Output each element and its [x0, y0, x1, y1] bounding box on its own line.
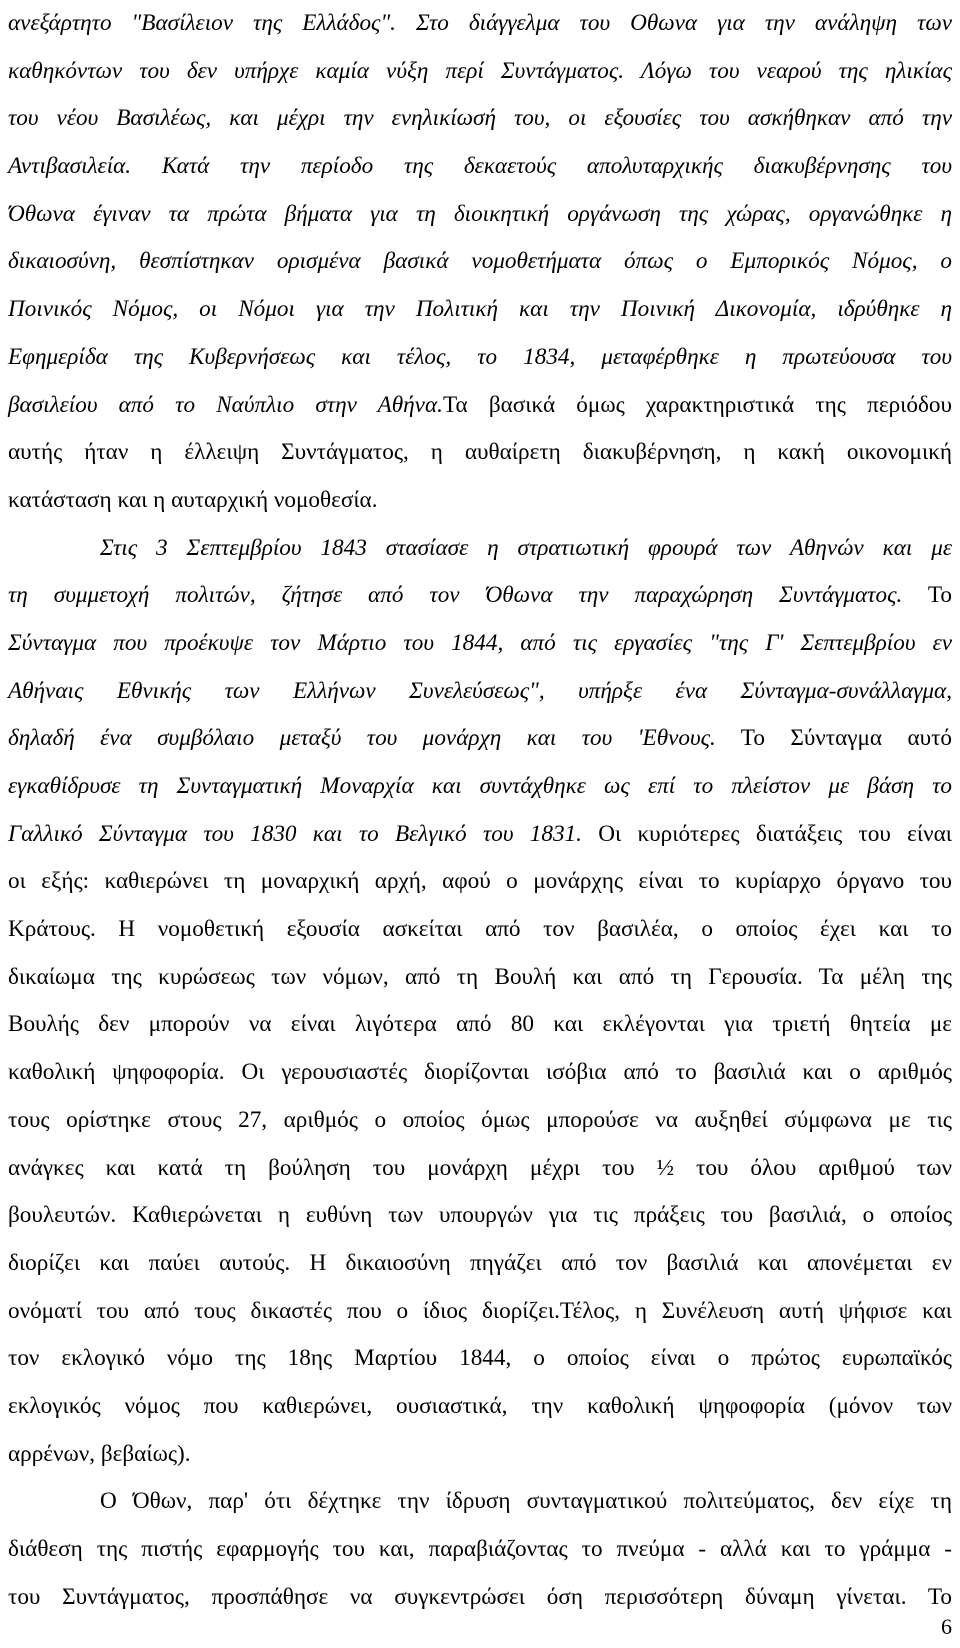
text-line — [8, 715, 952, 763]
text-segment: τον εκλογικό νόμο της 18ης Μαρτίου 1844, ο οποίος είναι ο πρώτος ευρωπαϊκός — [8, 1345, 952, 1372]
text-segment: του Συντάγματος, προσπάθησε να συγκεντρώσει όση περισσότερη δύναμη γίνεται. Το — [8, 1583, 952, 1610]
text-segment: ονόματί του από τους δικαστές που ο ίδιος διορίζει. — [8, 1297, 560, 1324]
text-segment: αυτής ήταν η έλλειψη Συντάγματος, η αυθαίρετη διακυβέρνηση, η κακή οικονομική — [8, 439, 952, 466]
text-line — [8, 1097, 952, 1145]
text-line — [8, 1001, 952, 1049]
text-line — [8, 811, 952, 859]
text-line — [8, 620, 952, 668]
text-segment: εκλογικός νόμος που καθιερώνει, ουσιαστικά, την καθολική ψηφοφορία (μόνον των — [8, 1392, 952, 1419]
text-line — [8, 1335, 952, 1383]
text-segment: Γαλλικό Σύνταγμα του 1830 και το Βελγικό του 1831. — [8, 820, 582, 847]
text-segment: Αντιβασιλεία. Κατά την περίοδο της δεκαετούς απολυταρχικής διακυβέρνησης του — [8, 153, 952, 180]
text-line — [8, 1478, 952, 1526]
text-line — [8, 95, 952, 143]
text-segment: Τα βασικά όμως χαρακτηριστικά της περιόδου — [442, 391, 952, 418]
text-segment: δικαιοσύνη, θεσπίστηκαν ορισμένα βασικά νομοθετήματα όπως ο Εμπορικός Νόμος, ο — [8, 248, 952, 275]
text-line — [8, 763, 952, 811]
text-line — [8, 238, 952, 286]
text-line — [8, 0, 952, 48]
text-segment: Οι κυριότερες διατάξεις του είναι — [581, 820, 952, 847]
text-line — [8, 906, 952, 954]
text-segment: τους ορίστηκε στους 27, αριθμός ο οποίος όμως μπορούσε να αυξηθεί σύμφωνα με τις — [8, 1106, 952, 1133]
text-segment: Ο Όθων, παρ' ότι δέχτηκε την ίδρυση συνταγματικού πολιτεύματος, δεν είχε τη — [100, 1488, 952, 1515]
text-line — [8, 1049, 952, 1097]
text-line — [8, 858, 952, 906]
text-line — [8, 954, 952, 1002]
text-segment: Εφημερίδα της Κυβερνήσεως και τέλος, το 1834, μεταφέρθηκε η πρωτεύουσα του — [8, 343, 952, 370]
text-segment: αρρένων, βεβαίως). — [8, 1440, 191, 1467]
text-segment: Τέλος, η Συνέλευση αυτή ψήφισε και — [559, 1297, 953, 1324]
text-segment: Όθωνα έγιναν τα πρώτα βήματα για τη διοικητική οργάνωση της χώρας, οργανώθηκε η — [8, 200, 952, 227]
text-line — [8, 1192, 952, 1240]
text-line — [8, 1240, 952, 1288]
page-number: 6 — [941, 1614, 952, 1639]
text-segment: βασιλείου από το Ναύπλιο στην Αθήνα. — [8, 391, 443, 418]
text-segment: ανάγκες και κατά τη βούληση του μονάρχη μέχρι του ½ του όλου αριθμού των — [8, 1154, 952, 1181]
text-line — [8, 429, 952, 477]
text-line — [8, 525, 952, 573]
text-line — [8, 382, 952, 430]
text-segment: Βουλής δεν μπορούν να είναι λιγότερα από 80 και εκλέγονται για τριετή θητεία με — [8, 1011, 952, 1038]
text-line — [8, 1288, 952, 1336]
text-segment: διορίζει και παύει αυτούς. Η δικαιοσύνη πηγάζει από τον βασιλιά και απονέμεται εν — [8, 1249, 952, 1276]
text-segment: εγκαθίδρυσε τη Συνταγματική Μοναρχία και συντάχθηκε ως επί το πλείστον με βάση το — [8, 773, 952, 799]
text-segment: δηλαδή ένα συμβόλαιο μεταξύ του μονάρχη και του 'Εθνους. — [8, 725, 716, 752]
text-line — [8, 1431, 952, 1479]
text-line — [8, 1574, 952, 1622]
text-line — [8, 668, 952, 716]
text-line — [8, 191, 952, 239]
text-segment: Σύνταγμα που προέκυψε τον Μάρτιο του 1844, από τις εργασίες "της Γ' Σεπτεμβρίου εν — [8, 629, 952, 656]
text-segment: ανεξάρτητο "Βασίλειον της Ελλάδος". Στο διάγγελμα του Οθωνα για την ανάληψη των — [8, 10, 952, 36]
text-segment: κατάσταση και η αυταρχική νομοθεσία. — [8, 486, 378, 513]
text-segment: οι εξής: καθιερώνει τη μοναρχική αρχή, αφού ο μονάρχης είναι το κυρίαρχο όργανο του — [8, 868, 952, 895]
text-line — [8, 334, 952, 382]
text-segment: Αθήναις Εθνικής των Ελλήνων Συνελεύσεως", υπήρξε ένα Σύνταγμα-συνάλλαγμα, — [8, 677, 952, 704]
body-text — [8, 0, 952, 1621]
text-line — [8, 143, 952, 191]
text-line — [8, 48, 952, 96]
text-line — [8, 286, 952, 334]
text-segment: τη συμμετοχή πολιτών, ζήτησε από τον Όθωνα την παραχώρηση Συντάγματος. — [8, 582, 903, 609]
text-line — [8, 1526, 952, 1574]
text-segment: δικαίωμα της κυρώσεως των νόμων, από τη Βουλή και από τη Γερουσία. Τα μέλη της — [8, 963, 952, 990]
text-segment: καθολική ψηφοφορία. Οι γερουσιαστές διορίζονται ισόβια από το βασιλιά και ο αριθμός — [8, 1059, 952, 1086]
text-segment: καθηκόντων του δεν υπήρχε καμία νύξη περί Συντάγματος. Λόγω του νεαρού της ηλικίας — [8, 57, 952, 84]
text-segment: Ποινικός Νόμος, οι Νόμοι για την Πολιτική και την Ποινική Δικονομία, ιδρύθηκε η — [8, 296, 952, 323]
text-segment: Το Σύνταγμα αυτό — [715, 725, 952, 752]
text-segment: διάθεση της πιστής εφαρμογής του και, παραβιάζοντας το πνεύμα - αλλά και το γράμμα - — [8, 1536, 952, 1562]
text-segment: Κράτους. Η νομοθετική εξουσία ασκείται από τον βασιλέα, ο οποίος έχει και το — [8, 916, 952, 943]
text-line — [8, 1145, 952, 1193]
text-segment: Στις 3 Σεπτεμβρίου 1843 στασίασε η στρατιωτική φρουρά των Αθηνών και με — [100, 534, 952, 561]
text-line — [8, 1383, 952, 1431]
text-segment: του νέου Βασιλέως, και μέχρι την ενηλικίωσή του, οι εξουσίες του ασκήθηκαν από την — [8, 105, 952, 132]
text-line — [8, 477, 952, 525]
text-segment: βουλευτών. Καθιερώνεται η ευθύνη των υπουργών για τις πράξεις του βασιλιά, ο οποίος — [8, 1202, 952, 1229]
text-line — [8, 572, 952, 620]
text-segment: Το — [902, 582, 952, 609]
